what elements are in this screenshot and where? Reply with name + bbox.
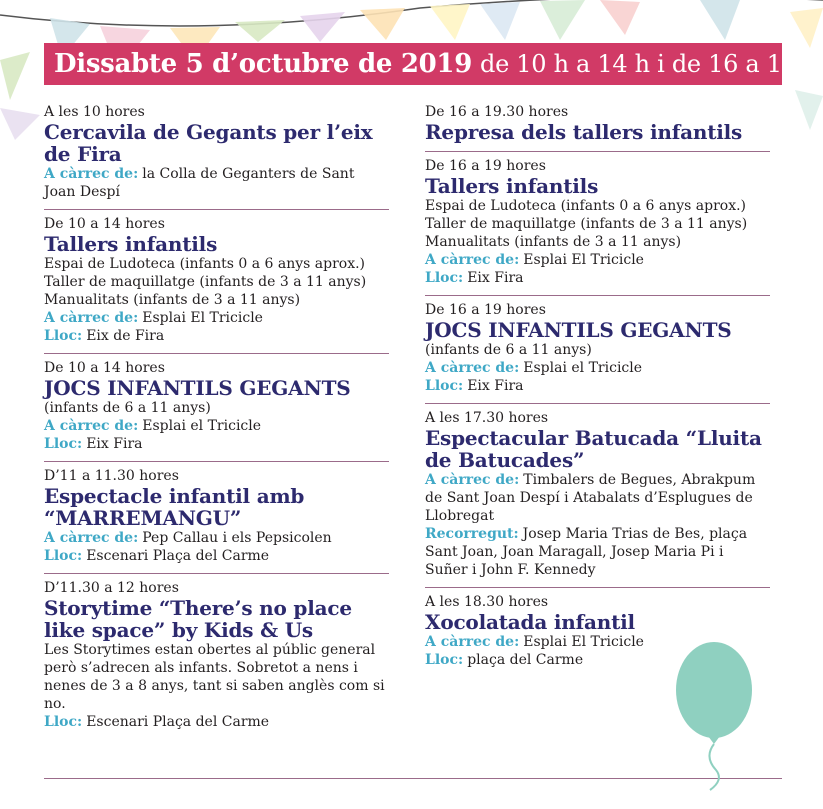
event-item: [44, 462, 389, 574]
event-detail: Espai de Ludoteca (infants 0 a 6 anys aprox.): [44, 256, 366, 272]
event-by: [44, 309, 389, 327]
place-label: Lloc:: [425, 652, 464, 668]
event-description: Les Storytimes estan obertes al públic general però s’adrecen als infants. Sobretot a nens i nenes de 3 a 8 anys, tant si saben anglès com si no.: [44, 642, 385, 712]
by-value: Timbalers de Begues, Abrakpum de Sant Joan Despí i Atabalats d’Esplugues de Llobregat: [425, 472, 756, 524]
by-value: Esplai el Tricicle: [142, 418, 262, 434]
place-value: Escenari Plaça del Carme: [86, 548, 270, 564]
event-by: [44, 165, 389, 201]
event-detail: Manualitats (infants de 3 a 11 anys): [44, 292, 301, 308]
event-place: [44, 547, 389, 565]
event-detail: Espai de Ludoteca (infants 0 a 6 anys aprox.): [425, 198, 747, 214]
place-value: plaça del Carme: [467, 652, 584, 668]
by-label: A càrrec de:: [425, 472, 520, 488]
event-route: [425, 525, 770, 579]
by-label: A càrrec de:: [44, 418, 139, 434]
place-label: Lloc:: [44, 548, 83, 564]
event-detail: Taller de maquillatge (infants de 3 a 11 anys): [44, 274, 367, 290]
event-place: [44, 713, 389, 731]
event-time: D’11.30 a 12 hores: [44, 580, 179, 596]
event-by: [44, 529, 389, 547]
place-label: Lloc:: [44, 328, 83, 344]
place-value: Eix Fira: [467, 270, 524, 286]
event-detail: (infants de 6 a 11 anys): [425, 342, 592, 358]
by-label: A càrrec de:: [425, 634, 520, 650]
by-label: A càrrec de:: [44, 166, 139, 182]
place-value: Eix Fira: [467, 378, 524, 394]
by-label: A càrrec de:: [425, 360, 520, 376]
balloon-icon: [672, 632, 762, 792]
event-title: Xocolatada infantil: [425, 610, 635, 634]
banner-date: Dissabte 5 d’octubre de 2019: [54, 49, 472, 79]
event-time: D’11 a 11.30 hores: [44, 468, 179, 484]
event-time: De 10 a 14 hores: [44, 360, 165, 376]
place-label: Lloc:: [44, 714, 83, 730]
by-value: Esplai El Tricicle: [142, 310, 263, 326]
event-item: [44, 574, 389, 739]
event-place: [44, 327, 389, 345]
event-time: A les 10 hores: [44, 104, 145, 120]
event-item: [425, 98, 770, 152]
place-label: Lloc:: [425, 270, 464, 286]
event-time: De 16 a 19 hores: [425, 158, 546, 174]
by-label: A càrrec de:: [44, 310, 139, 326]
event-by: [44, 417, 389, 435]
event-title: Tallers infantils: [425, 174, 599, 198]
event-title: Tallers infantils: [44, 232, 218, 256]
by-label: A càrrec de:: [425, 252, 520, 268]
event-item: [425, 296, 770, 404]
event-title: Espectacle infantil amb “MARREMANGU”: [44, 484, 305, 530]
event-title: Represa dels tallers infantils: [425, 120, 743, 144]
event-time: De 10 a 14 hores: [44, 216, 165, 232]
date-banner: [44, 43, 820, 85]
event-title: JOCS INFANTILS GEGANTS: [425, 318, 732, 342]
event-by: [425, 359, 770, 377]
event-time: De 16 a 19 hores: [425, 302, 546, 318]
event-detail: Taller de maquillatge (infants de 3 a 11 anys): [425, 216, 748, 232]
event-time: A les 17.30 hores: [425, 410, 549, 426]
event-time: De 16 a 19.30 hores: [425, 104, 569, 120]
event-detail: (infants de 6 a 11 anys): [44, 400, 211, 416]
event-title: JOCS INFANTILS GEGANTS: [44, 376, 351, 400]
place-value: Eix Fira: [86, 436, 143, 452]
event-title: Espectacular Batucada “Lluita de Batucades”: [425, 426, 762, 472]
banner-hours: de 10 h a 14 h i de 16 a 19 h: [480, 50, 820, 78]
schedule-right-column: [425, 98, 770, 677]
route-label: Recorregut:: [425, 526, 519, 542]
event-place: [425, 377, 770, 395]
by-value: Esplai El Tricicle: [523, 634, 644, 650]
place-label: Lloc:: [44, 436, 83, 452]
route-value: Josep Maria Trias de Bes, plaça Sant Joan, Joan Maragall, Josep Maria Pi i Suñer i John F. Kennedy: [425, 526, 748, 578]
event-by: [425, 251, 770, 269]
schedule-left-column: [44, 98, 389, 739]
event-title: Cercavila de Gegants per l’eix de Fira: [44, 120, 373, 166]
event-time: A les 18.30 hores: [425, 594, 549, 610]
place-value: Eix de Fira: [86, 328, 165, 344]
event-by: [425, 471, 770, 525]
event-item: [44, 210, 389, 354]
event-item: [44, 354, 389, 462]
event-detail: Manualitats (infants de 3 a 11 anys): [425, 234, 682, 250]
event-item: [425, 152, 770, 296]
event-place: [44, 435, 389, 453]
place-label: Lloc:: [425, 378, 464, 394]
event-place: [425, 269, 770, 287]
by-value: Pep Callau i els Pepsicolen: [142, 530, 332, 546]
place-value: Escenari Plaça del Carme: [86, 714, 270, 730]
by-value: Esplai el Tricicle: [523, 360, 643, 376]
event-item: [44, 98, 389, 210]
by-label: A càrrec de:: [44, 530, 139, 546]
by-value: Esplai El Tricicle: [523, 252, 644, 268]
by-value: la Colla de Geganters de Sant Joan Despí: [44, 166, 355, 200]
event-title: Storytime “There’s no place like space” by Kids & Us: [44, 596, 352, 642]
event-item: [425, 404, 770, 588]
